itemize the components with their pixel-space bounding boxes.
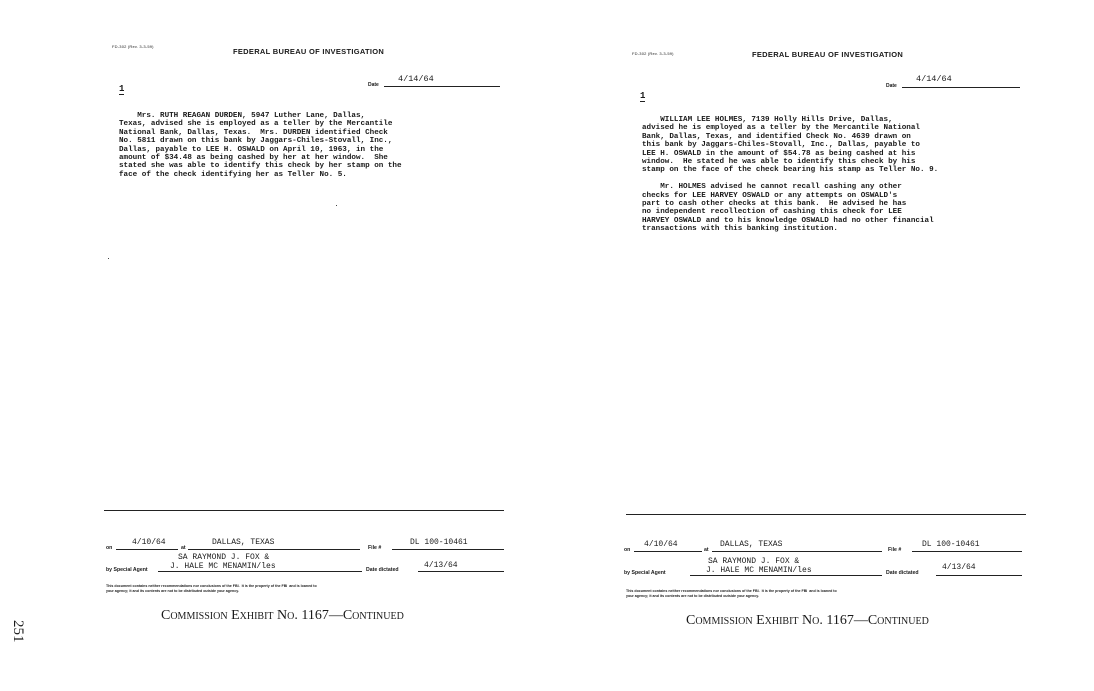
fine-print [626,589,837,599]
fine-print [106,584,317,594]
body-line: window. He stated he was able to identify this check by his [642,158,916,167]
agents-line-1: SA RAYMOND J. FOX & [708,557,800,566]
body-line: advised he is employed as a teller by the Mercantile National [642,124,920,133]
report-body [642,116,938,234]
date-underline [902,87,1020,88]
underline [912,551,1022,552]
report-date: 4/14/64 [916,74,952,84]
dictated-label: Date dictated [366,567,399,573]
interview-date: 4/10/64 [132,538,166,547]
date-label: Date [368,82,379,88]
exhibit-caption: Commission Exhibit No. 1167—Continued [686,613,929,628]
speck [108,258,109,259]
agency-header: FEDERAL BUREAU OF INVESTIGATION [752,50,904,59]
fine-print-line: This document contains neither recommendations nor conclusions of the FBI. It is the property of the FBI and is loaned to [626,589,837,593]
underline [158,571,362,572]
body-line: stamp on the face of the check bearing his stamp as Teller No. 9. [642,166,939,175]
left-report [100,0,510,691]
underline [188,549,360,550]
right-report [622,0,1032,691]
underline [392,549,504,550]
page-number: 251 [10,620,26,643]
form-number: FD-302 (Rev. 3-3-59) [112,44,154,49]
location: DALLAS, TEXAS [212,538,275,547]
body-line: Mr. HOLMES advised he cannot recall cashing any other [642,183,902,192]
agents-line-2: J. HALE MC MENAMIN/les [706,566,812,575]
location: DALLAS, TEXAS [720,540,783,549]
body-line: transactions with this banking institution. [642,225,838,234]
body-line: LEE H. OSWALD in the amount of $54.78 as being cashed at his [642,149,916,158]
agency-header: FEDERAL BUREAU OF INVESTIGATION [233,47,385,56]
body-line: Texas, advised she is employed as a teller by the Mercantile [119,120,393,129]
body-line: part to cash other checks at this bank. He advised he has [642,200,907,209]
report-body [119,112,402,179]
divider-rule [626,514,1026,515]
underline [418,571,504,572]
underline [116,549,178,550]
speck [336,205,337,206]
file-label: File # [368,545,382,551]
file-number: DL 100-10461 [410,538,468,547]
dictated-date: 4/13/64 [424,561,458,570]
body-line: HARVEY OSWALD and to his knowledge OSWALD had no other financial [642,216,934,225]
underline [936,575,1022,576]
form-number: FD-302 (Rev. 3-3-59) [632,51,674,56]
body-line: WILLIAM LEE HOLMES, 7139 Holly Hills Drive, Dallas, [642,116,893,124]
body-line: Mrs. RUTH REAGAN DURDEN, 5947 Luther Lane, Dallas, [119,112,366,120]
body-line: checks for LEE HARVEY OSWALD or any attempts on OSWALD's [642,191,898,200]
fine-print-line: your agency; it and its contents are not to be distributed outside your agency. [106,589,239,593]
at-label: at [181,545,186,551]
body-line: this bank by Jaggars-Chiles-Stovall, Inc., Dallas, payable to [642,141,920,150]
underline [690,575,882,576]
date-underline [384,86,500,87]
dictated-date: 4/13/64 [942,563,976,572]
at-label: at [704,547,709,553]
body-line: Dallas, payable to LEE H. OSWALD on April 10, 1963, in the [119,145,384,154]
divider-rule [104,510,504,511]
page-marker: 1 [640,91,646,101]
body-line: stated she was able to identify this check by her stamp on the [119,162,402,171]
body-line: no independent recollection of cashing this check for LEE [642,208,902,217]
fine-print-line: your agency; it and its contents are not to be distributed outside your agency. [626,594,759,598]
file-number: DL 100-10461 [922,540,980,549]
body-line [642,175,938,183]
agents-line-1: SA RAYMOND J. FOX & [178,553,270,562]
report-date: 4/14/64 [398,74,434,84]
on-label: on [106,545,113,551]
interview-date: 4/10/64 [644,540,678,549]
file-label: File # [888,547,902,553]
body-line: Bank, Dallas, Texas, and identified Check No. 4639 drawn on [642,132,911,141]
date-label: Date [886,83,897,89]
agent-label: by Special Agent [624,570,666,576]
fine-print-line: This document contains neither recommendations nor conclusions of the FBI. It is the property of the FBI and is loaned to [106,584,317,588]
agents-line-2: J. HALE MC MENAMIN/les [170,562,276,571]
underline [712,551,882,552]
body-line: No. 5811 drawn on this bank by Jaggars-Chiles-Stovall, Inc., [119,137,393,146]
body-line: face of the check identifying her as Teller No. 5. [119,170,347,179]
body-line: National Bank, Dallas, Texas. Mrs. DURDEN identified Check [119,128,388,137]
on-label: on [624,547,631,553]
dictated-label: Date dictated [886,570,919,576]
agent-label: by Special Agent [106,567,148,573]
page-marker: 1 [119,84,125,94]
body-line: amount of $34.48 as being cashed by her at her window. She [119,154,388,163]
underline [634,551,702,552]
exhibit-caption: Commission Exhibit No. 1167—Continued [161,608,404,623]
